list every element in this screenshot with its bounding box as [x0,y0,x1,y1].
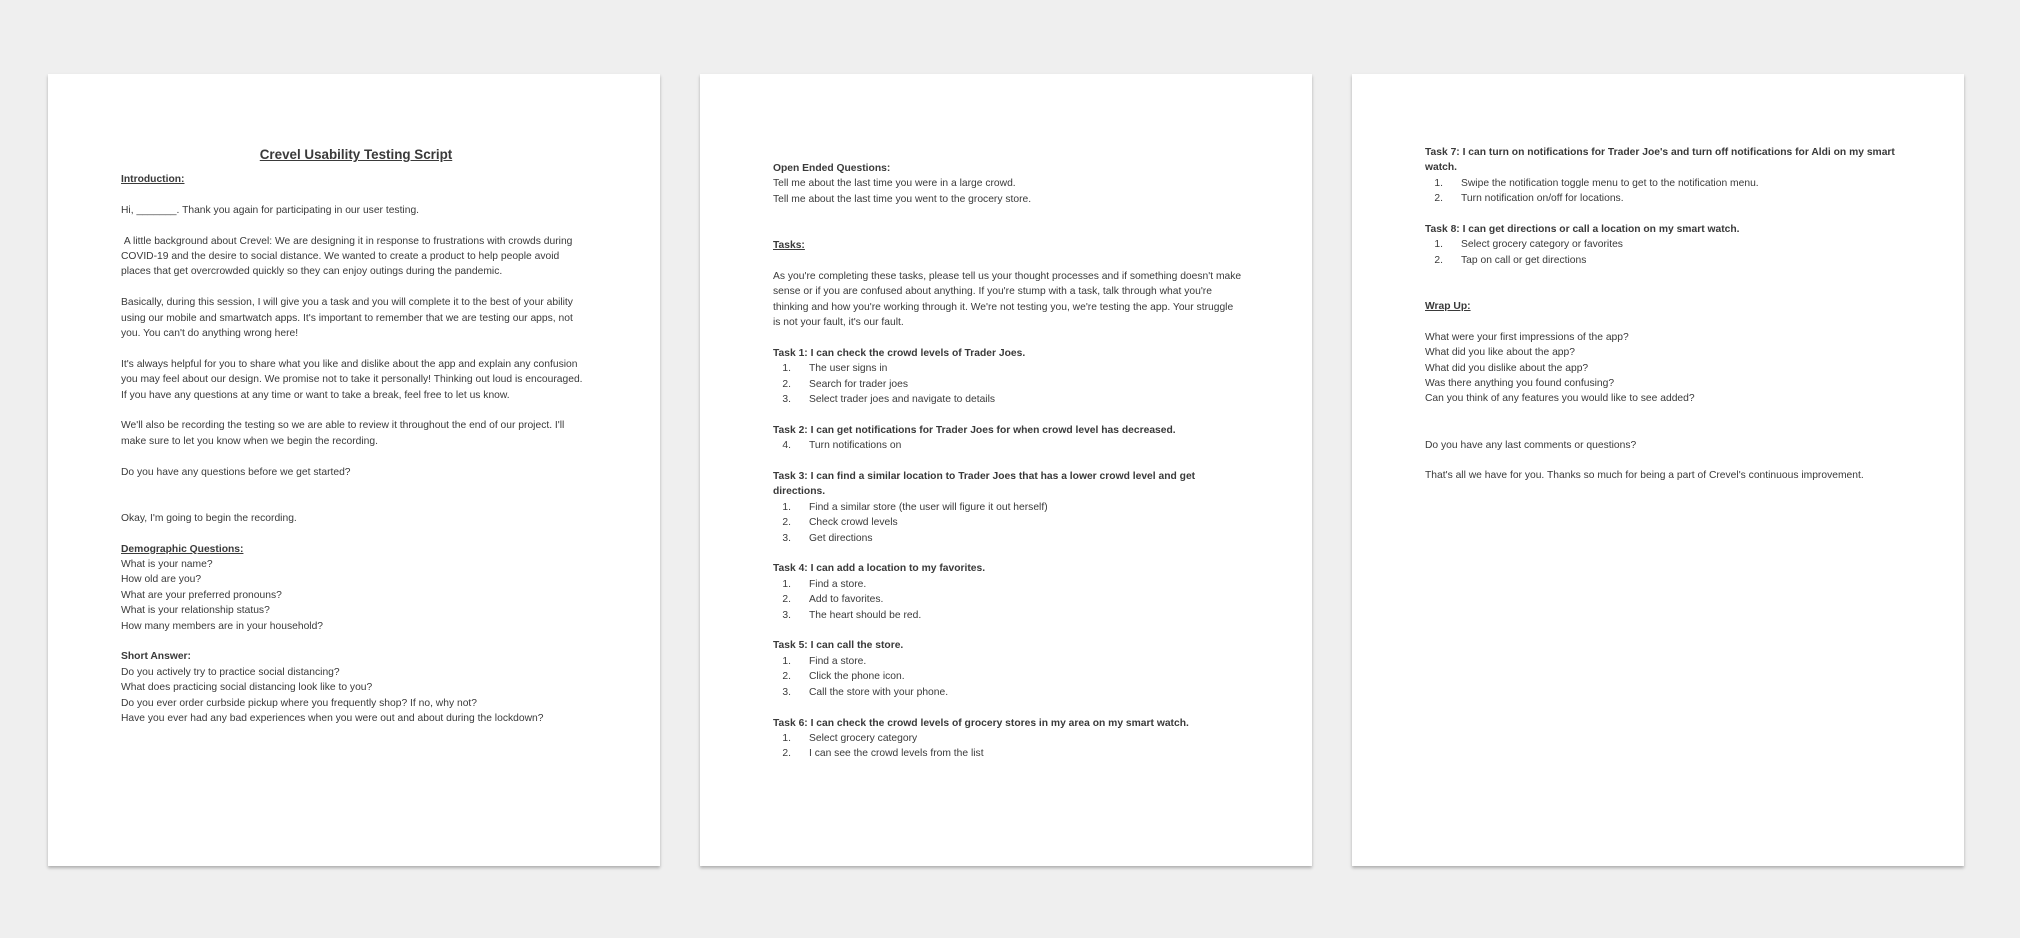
step-number: 1. [782,655,791,667]
intro-greeting: Hi, _______. Thank you again for participating in our user testing. [121,204,420,216]
task-step [773,438,1243,453]
task-step [1425,237,1895,252]
introduction-heading: Introduction: [121,174,185,185]
task-step [773,685,1243,700]
demographic-heading: Demographic Questions: [121,543,244,555]
step-number: 3. [782,609,791,621]
step-number: 2. [782,378,791,390]
document-page-2 [700,74,1312,866]
wrap-up-question: What did you dislike about the app? [1425,362,1589,374]
task-step [773,515,1243,530]
wrap-up-question: What did you like about the app? [1425,347,1575,359]
task-step [1425,176,1895,191]
task-8-title: Task 8: I can get directions or call a location on my smart watch. [1425,224,1740,236]
step-number: 4. [782,440,791,452]
step-text: Tap on call or get directions [1461,254,1587,266]
open-ended-question: Tell me about the last time you were in a large crowd. [773,178,1016,190]
step-text: Check crowd levels [809,517,898,529]
step-number: 1. [782,363,791,375]
short-answer-question: What does practicing social distancing look like to you? [121,682,373,694]
demographic-question: How old are you? [121,574,202,586]
page-1-content [121,146,591,726]
step-text: Select grocery category or favorites [1461,239,1623,251]
step-number: 3. [782,686,791,698]
demographic-question: What is your relationship status? [121,605,270,617]
step-number: 3. [782,532,791,544]
intro-questions: Do you have any questions before we get started? [121,466,351,478]
wrap-up-question: Was there anything you found confusing? [1425,378,1615,390]
step-text: Select trader joes and navigate to details [809,394,996,406]
task-2-title: Task 2: I can get notifications for Trader Joes for when crowd level has decreased. [773,424,1176,436]
document-page-3 [1352,74,1964,866]
wrap-up-question: Can you think of any features you would like to see added? [1425,393,1695,405]
step-number: 2. [1434,193,1443,205]
step-number: 2. [1434,254,1443,266]
task-step [773,654,1243,669]
task-step [773,592,1243,607]
step-text: The user signs in [809,363,888,375]
short-answer-question: Do you ever order curbside pickup where you frequently shop? If no, why not? [121,697,478,709]
task-7-title: Task 7: I can turn on notifications for Trader Joe's and turn off notifications for Aldi on my smart watch. [1425,147,1898,174]
task-step [773,392,1243,407]
task-5-title: Task 5: I can call the store. [773,640,904,652]
open-ended-question: Tell me about the last time you went to the grocery store. [773,193,1032,205]
step-text: Find a store. [809,578,867,590]
step-text: Click the phone icon. [809,671,905,683]
intro-session: Basically, during this session, I will give you a task and you will complete it to the best of your ability using our mobile and smartwatch apps. It's important to remember that we are testing our apps, not you. You can't do anything wrong here! [121,297,576,340]
intro-background: A little background about Crevel: We are designing it in response to frustrations with crowds during COVID-19 and the desire to social distance. We wanted to create a product to help people avoid places that get overcrowded quickly so they can enjoy outings during the pandemic. [121,235,576,278]
step-text: Call the store with your phone. [809,686,949,698]
wrap-up-question: What were your first impressions of the app? [1425,331,1629,343]
wrap-up-heading: Wrap Up: [1425,301,1471,313]
task-step [773,500,1243,515]
closing-statement: That's all we have for you. Thanks so much for being a part of Crevel's continuous improvement. [1425,470,1864,482]
step-number: 1. [782,578,791,590]
step-number: 2. [782,671,791,683]
tasks-heading: Tasks: [773,240,805,252]
step-text: Find a similar store (the user will figure it out herself) [809,501,1048,513]
step-text: Find a store. [809,655,867,667]
task-step [1425,253,1895,268]
demographic-question: What are your preferred pronouns? [121,589,282,601]
step-number: 1. [1434,177,1443,189]
step-text: Get directions [809,532,873,544]
step-text: Select grocery category [809,732,918,744]
task-step [1425,191,1895,206]
task-step [773,608,1243,623]
intro-feedback: It's always helpful for you to share what you like and dislike about the app and explain any confusion you may feel about our design. We promise not to take it personally! Thinking out loud is encouraged. If you have any questions at any time or want to take a break, feel free to let us know. [121,358,586,401]
task-step [773,577,1243,592]
step-number: 1. [1434,239,1443,251]
step-number: 1. [782,501,791,513]
document-title: Crevel Usability Testing Script [259,147,453,162]
task-step [773,531,1243,546]
intro-recording: We'll also be recording the testing so we are able to review it throughout the end of our project. I'll make sure to let you know when we begin the recording. [121,420,568,447]
task-step [773,731,1243,746]
step-text: Turn notification on/off for locations. [1461,193,1624,205]
step-number: 1. [782,732,791,744]
task-3-title: Task 3: I can find a similar location to Trader Joes that has a lower crowd level and get directions. [773,471,1198,498]
intro-begin-recording: Okay, I'm going to begin the recording. [121,512,297,524]
step-text: Swipe the notification toggle menu to get to the notification menu. [1461,177,1759,189]
task-step [773,669,1243,684]
task-step [773,361,1243,376]
document-page-1 [48,74,660,866]
task-4-title: Task 4: I can add a location to my favorites. [773,563,986,575]
task-step [773,377,1243,392]
last-comments-question: Do you have any last comments or questions? [1425,439,1637,451]
step-number: 2. [782,594,791,606]
page-2-content [773,161,1243,762]
step-text: The heart should be red. [809,609,922,621]
short-answer-heading: Short Answer: [121,651,191,663]
tasks-intro: As you're completing these tasks, please tell us your thought processes and if something doesn't make sense or if you are confused about anything. If you're stump with a task, talk through what you're thinking and how you're working through it. We're not testing you, we're testing the app. Your struggle is not your fault, it's our fault. [773,270,1244,329]
task-1-title: Task 1: I can check the crowd levels of Trader Joes. [773,347,1026,359]
step-number: 3. [782,394,791,406]
step-text: I can see the crowd levels from the list [809,748,984,760]
short-answer-question: Do you actively try to practice social distancing? [121,666,340,678]
step-text: Add to favorites. [809,594,884,606]
step-text: Search for trader joes [809,378,909,390]
step-number: 2. [782,748,791,760]
demographic-question: How many members are in your household? [121,620,324,632]
step-text: Turn notifications on [809,440,902,452]
task-step [773,746,1243,761]
task-6-title: Task 6: I can check the crowd levels of grocery stores in my area on my smart watch. [773,717,1189,729]
short-answer-question: Have you ever had any bad experiences when you were out and about during the lockdown? [121,713,544,725]
step-number: 2. [782,517,791,529]
demographic-question: What is your name? [121,559,213,571]
page-3-content [1425,145,1898,484]
open-ended-heading: Open Ended Questions: [773,163,891,174]
